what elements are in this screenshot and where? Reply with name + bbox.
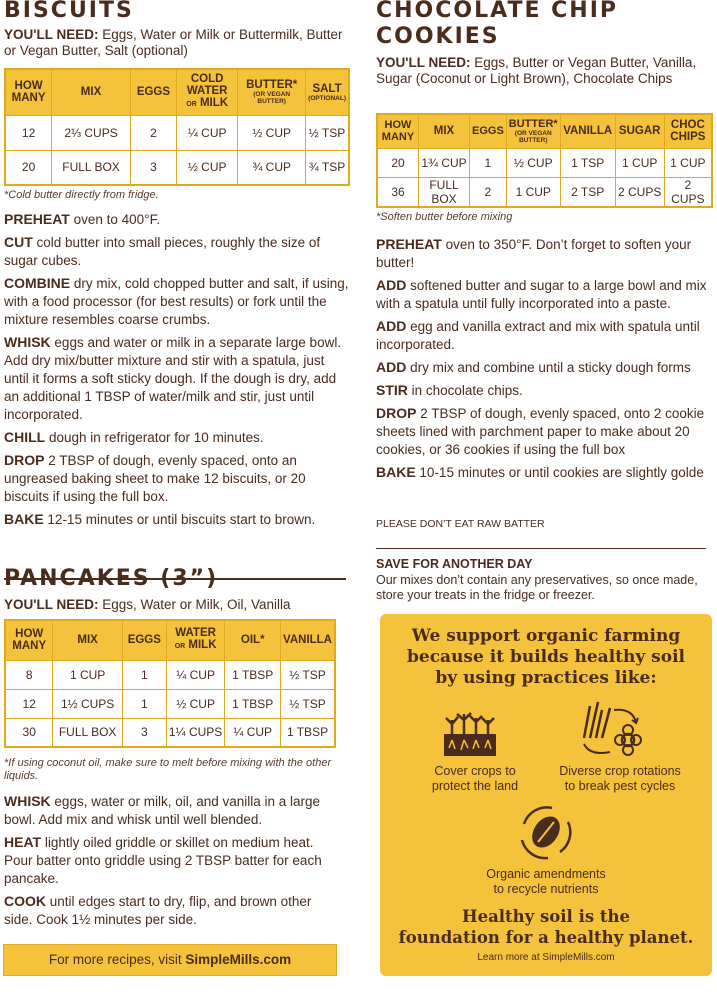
header-water: COLD WATER OR MILK — [177, 69, 238, 115]
cell: 1 CUP — [506, 177, 560, 207]
header-butter: BUTTER* (OR VEGAN BUTTER) — [238, 69, 306, 115]
cell: ¾ TSP — [306, 150, 349, 185]
step: CHILL dough in refrigerator for 10 minutes. — [4, 429, 264, 445]
step: BAKE 12-15 minutes or until biscuits start to brown. — [4, 511, 316, 527]
cell: 20 — [5, 150, 52, 185]
cell: 12 — [5, 689, 53, 718]
header-sugar: SUGAR — [615, 114, 664, 148]
step: STIR in chocolate chips. — [376, 382, 523, 398]
more-recipes-banner — [3, 944, 337, 976]
header-mix: MIX — [53, 620, 122, 660]
organic-farming-panel — [380, 614, 712, 976]
cell: ¼ CUP — [225, 718, 281, 747]
visit-prefix: For more recipes, visit — [48, 952, 186, 967]
cell: ¼ CUP — [166, 660, 225, 689]
header-butter: BUTTER* (OR VEGAN BUTTER) — [506, 114, 560, 148]
biscuits-title: BISCUITS — [4, 0, 134, 23]
pancakes-table — [4, 619, 336, 748]
header-vanilla: VANILLA — [281, 620, 335, 660]
header-how-many: HOW MANY — [5, 69, 52, 115]
raw-batter-warning: PLEASE DON’T EAT RAW BATTER — [376, 518, 545, 530]
table-row — [5, 718, 335, 747]
cell: 1¾ CUP — [419, 148, 470, 177]
cell: FULL BOX — [419, 177, 470, 207]
pancakes-ingredients — [4, 597, 291, 613]
header-mix: MIX — [52, 69, 131, 115]
site-link[interactable]: SimpleMills.com — [185, 952, 292, 967]
header-vanilla: VANILLA — [560, 114, 615, 148]
cell: 1 CUP — [53, 660, 122, 689]
step: DROP 2 TBSP of dough, evenly spaced, onto 2 cookie sheets lined with parchment paper to make about 20 cookies, or 36 cookies if using the full box — [376, 405, 705, 457]
cell: 1 TSP — [560, 148, 615, 177]
cell: 20 — [377, 148, 419, 177]
cookies-steps — [376, 235, 717, 482]
crop-rotation-icon — [576, 698, 646, 760]
step: CUT cold butter into small pieces, roughly the size of sugar cubes. — [4, 234, 321, 268]
biscuits-table — [4, 68, 350, 186]
step: ADD softened butter and sugar to a large bowl and mix with a spatula until fully incorporated into a paste. — [376, 277, 707, 311]
cell: 1 TBSP — [281, 718, 335, 747]
cookies-title: CHOCOLATE CHIP COOKIES — [376, 0, 619, 49]
cell: 1 TBSP — [225, 689, 281, 718]
save-text: Our mixes don’t contain any preservatives, so once made, store your treats in the fridge or freezer. — [376, 573, 698, 602]
table-row — [377, 148, 712, 177]
cell: FULL BOX — [52, 150, 131, 185]
table-row — [377, 177, 712, 207]
table-row — [5, 660, 335, 689]
feature-cover-crops: Cover crops to protect the land — [431, 764, 519, 793]
cell: 2 CUPS — [664, 177, 712, 207]
header-eggs: EGGS — [130, 69, 176, 115]
header-eggs: EGGS — [470, 114, 507, 148]
biscuits-need-label: YOU'LL NEED: — [4, 27, 99, 42]
section-divider — [376, 548, 706, 549]
feature-amendments: Organic amendments to recycle nutrients — [486, 867, 606, 896]
step: PREHEAT oven to 400°F. — [4, 211, 161, 227]
cell: 2⅓ CUPS — [52, 115, 131, 150]
cell: 1 — [470, 148, 507, 177]
header-salt: SALT (OPTIONAL) — [306, 69, 349, 115]
cell: ½ CUP — [177, 150, 238, 185]
pancakes-title: PANCAKES (3”) — [4, 566, 219, 591]
cell: 2 — [470, 177, 507, 207]
cell: 8 — [5, 660, 53, 689]
cell: ¾ CUP — [238, 150, 306, 185]
feature-crop-rotation: Diverse crop rotations to break pest cycles — [559, 764, 681, 793]
pancakes-need-text: Eggs, Water or Milk, Oil, Vanilla — [98, 597, 291, 612]
header-how-many: HOW MANY — [5, 620, 53, 660]
header-oil: OIL* — [225, 620, 281, 660]
cell: FULL BOX — [53, 718, 122, 747]
pancakes-steps — [4, 792, 339, 929]
organic-heading: We support organic farming because it builds healthy soil by using practices like: — [407, 626, 685, 688]
step: WHISK eggs, water or milk, oil, and vanilla in a large bowl. Add mix and whisk until well blended. — [4, 793, 321, 827]
cookies-need-text: Eggs, Butter or Vegan Butter, Vanilla, Sugar (Coconut or Light Brown), Chocolate Chips — [376, 55, 697, 86]
step: COMBINE dry mix, cold chopped butter and salt, if using, with a food processor (for best results) or fork until the mixture resembles coarse crumbs. — [4, 275, 349, 327]
step: BAKE 10-15 minutes or until cookies are slightly golde — [376, 464, 704, 480]
cell: 2 — [130, 115, 176, 150]
step: DROP 2 TBSP of dough, evenly spaced, onto an ungreased baking sheet to make 12 biscuits, or 20 biscuits if using the full box. — [4, 452, 306, 504]
biscuits-steps — [4, 210, 349, 529]
cell: 1 CUP — [615, 148, 664, 177]
cookies-table — [376, 113, 713, 208]
biscuits-need-text: Eggs, Water or Milk or Buttermilk, Butter or Vegan Butter, Salt (optional) — [4, 27, 343, 58]
step: COOK until edges start to dry, flip, and brown other side. Cook 1½ minutes per side. — [4, 893, 312, 927]
cell: ½ CUP — [506, 148, 560, 177]
cell: 12 — [5, 115, 52, 150]
cell: 1¼ CUPS — [166, 718, 225, 747]
cookies-need-label: YOU'LL NEED: — [376, 55, 471, 70]
table-row — [5, 115, 349, 150]
cell: 1 — [122, 660, 166, 689]
step: WHISK eggs and water or milk in a separate large bowl. Add dry mix/butter mixture and stir with a spatula, just until it forms a soft sticky dough. If the dough is dry, add an additional 1 TBSP of water/milk and stir, just until incorporated. — [4, 334, 342, 422]
cell: 3 — [130, 150, 176, 185]
cell: ½ TSP — [281, 660, 335, 689]
cell: 1½ CUPS — [53, 689, 122, 718]
step: PREHEAT oven to 350°F. Don’t forget to soften your butter! — [376, 236, 692, 270]
cell: ¼ CUP — [177, 115, 238, 150]
header-water: WATER OR MILK — [166, 620, 225, 660]
save-heading: SAVE FOR ANOTHER DAY — [376, 557, 533, 571]
cell: ½ CUP — [238, 115, 306, 150]
biscuits-ingredients — [4, 27, 349, 59]
header-mix: MIX — [419, 114, 470, 148]
cookies-note: *Soften butter before mixing — [376, 211, 513, 223]
cell: 3 — [122, 718, 166, 747]
biscuits-note: *Cold butter directly from fridge. — [4, 189, 159, 201]
cell: 36 — [377, 177, 419, 207]
step: ADD egg and vanilla extract and mix with spatula until incorporated. — [376, 318, 700, 352]
cell: ½ TSP — [281, 689, 335, 718]
organic-footer: Healthy soil is the foundation for a healthy planet. — [398, 907, 694, 947]
header-how-many: HOW MANY — [377, 114, 419, 148]
cover-crops-icon — [440, 700, 500, 760]
cell: ½ TSP — [306, 115, 349, 150]
recycle-leaf-icon — [512, 800, 580, 864]
table-row — [5, 689, 335, 718]
cell: 1 TBSP — [225, 660, 281, 689]
cell: 2 TSP — [560, 177, 615, 207]
cell: ½ CUP — [166, 689, 225, 718]
cell: 1 — [122, 689, 166, 718]
pancakes-need-label: YOU'LL NEED: — [4, 597, 99, 612]
cookies-ingredients — [376, 55, 711, 87]
cell: 1 CUP — [664, 148, 712, 177]
step: ADD dry mix and combine until a sticky dough forms — [376, 359, 691, 375]
cell: 2 CUPS — [615, 177, 664, 207]
header-eggs: EGGS — [122, 620, 166, 660]
cell: 30 — [5, 718, 53, 747]
table-row — [5, 150, 349, 185]
learn-more-link[interactable]: Learn more at SimpleMills.com — [477, 952, 615, 963]
pancakes-note: *If using coconut oil, make sure to melt before mixing with the other liquids. — [4, 757, 332, 782]
step: HEAT lightly oiled griddle or skillet on medium heat. Pour batter onto griddle using 2 TBSP batter for each pancake. — [4, 834, 322, 886]
header-choc-chips: CHOC CHIPS — [664, 114, 712, 148]
